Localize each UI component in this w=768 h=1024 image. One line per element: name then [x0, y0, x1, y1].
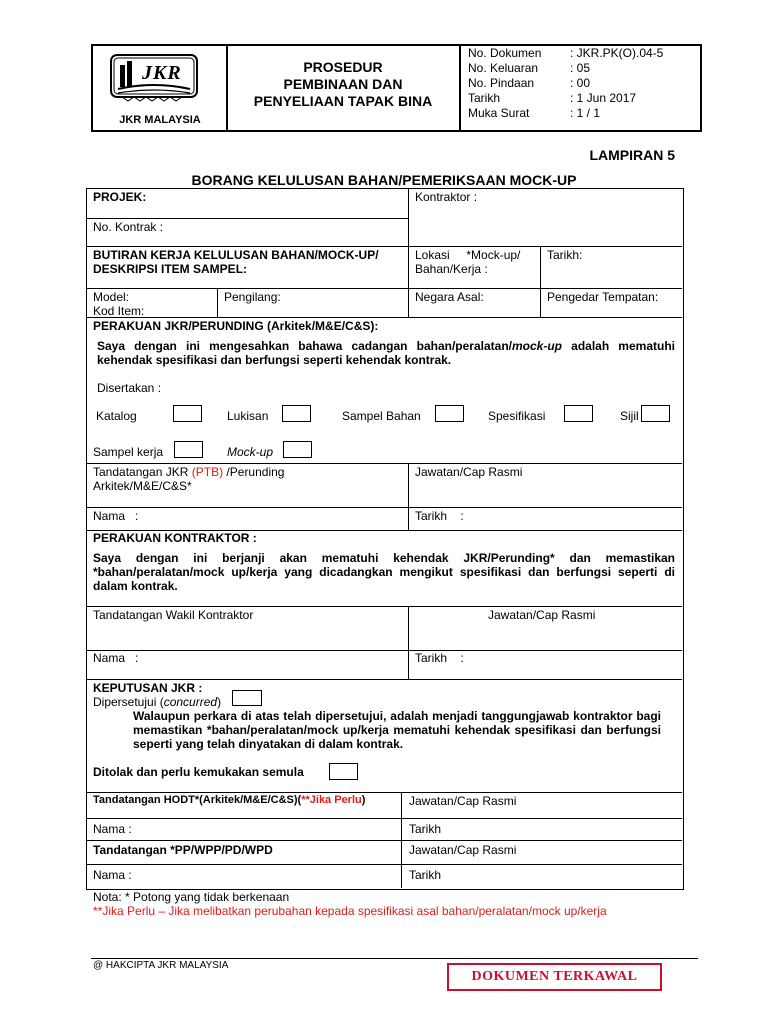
tandatangan-pp-label: Tandatangan *PP/WPP/PD/WPD [93, 843, 273, 857]
lokasi-line-1: Lokasi *Mock-up/ [415, 248, 521, 262]
doc-title-line-3: PENYELIAAN TAPAK BINA [253, 93, 433, 109]
meta-value: : 1 Jun 2017 [570, 91, 637, 105]
perunding-text: /Perunding [223, 465, 285, 479]
checkbox-katalog[interactable] [173, 405, 202, 422]
nama-label: Nama : [93, 651, 139, 665]
nota-text: Nota: * Potong yang tidak berkenaan [93, 890, 290, 904]
keputusan-heading: KEPUTUSAN JKR : [93, 681, 203, 695]
checkbox-label-spesifikasi: Spesifikasi [488, 409, 546, 423]
checkbox-label-sampel-bahan: Sampel Bahan [342, 409, 421, 423]
dipersetujui-text: Dipersetujui ( [93, 695, 164, 709]
divider [408, 246, 409, 317]
tarikh-label: Tarikh [409, 822, 442, 836]
jika-perlu-text: **Jika Perlu [301, 794, 362, 806]
checkbox-mock-up[interactable] [283, 441, 312, 458]
checkbox-spesifikasi[interactable] [564, 405, 593, 422]
butiran-line-2: DESKRIPSI ITEM SAMPEL: [93, 262, 248, 276]
nama-label: Nama : [93, 509, 139, 523]
lampiran-label: LAMPIRAN 5 [589, 147, 675, 163]
doc-title [228, 59, 458, 110]
negara-asal-label: Negara Asal: [415, 290, 484, 304]
divider [86, 864, 682, 865]
meta-value: : 00 [570, 76, 591, 90]
footer-divider [91, 958, 698, 959]
logo-text: JKR [142, 62, 182, 84]
meta-label: No. Pindaan [468, 76, 535, 90]
pengilang-label: Pengilang: [224, 290, 281, 304]
disertakan-label: Disertakan : [97, 381, 162, 395]
divider [408, 463, 409, 530]
hodt-close: ) [361, 794, 366, 806]
org-label: JKR MALAYSIA [119, 114, 201, 126]
jawatan-cap-rasmi-label: Jawatan/Cap Rasmi [415, 465, 523, 479]
statement-part: Saya dengan ini mengesahkan bahawa cadangan bahan/peralatan/ [97, 339, 512, 353]
keputusan-statement: Walaupun perkara di atas telah dipersetujui, adalah menjadi tanggungjawab kontraktor bagi memastikan *bahan/peralatan/mock up/kerja mematuhi kehendak spesifikasi dan berfungsi seperti yang telah dinyatakan di dalam kontrak. [133, 709, 661, 751]
meta-row [468, 106, 696, 121]
divider [86, 606, 682, 607]
tandatangan-jkr-line-1 [93, 465, 284, 479]
tarikh-label: Tarikh [409, 868, 442, 882]
tandatangan-jkr-label [93, 465, 284, 493]
butiran-kerja-label [93, 248, 379, 276]
meta-value: : 05 [570, 61, 591, 75]
ptb-text: (PTB) [191, 465, 224, 479]
perakuan-kontraktor-statement: Saya dengan ini berjanji akan mematuhi kehendak JKR/Perunding* dan memastikan *bahan/peralatan/mock up/kerja yang dicadangkan mengikut spesifikasi dan berfungsi seperti di dalam kontrak. [93, 551, 675, 593]
divider [540, 246, 541, 317]
meta-label: No. Dokumen [468, 46, 542, 60]
dokumen-terkawal-stamp: DOKUMEN TERKAWAL [447, 963, 662, 991]
checkbox-label-lukisan: Lukisan [227, 409, 269, 423]
divider [86, 650, 682, 651]
statement-emphasis: mock-up [511, 339, 562, 353]
meta-label: No. Keluaran [468, 61, 539, 75]
checkbox-dipersetujui[interactable] [232, 690, 262, 706]
tandatangan-jkr-text: Tandatangan JKR [93, 465, 192, 479]
tarikh-label: Tarikh : [415, 509, 464, 523]
tandatangan-wakil-label: Tandatangan Wakil Kontraktor [93, 608, 254, 622]
checkbox-label-sijil: Sijil [620, 409, 639, 423]
divider [86, 840, 682, 841]
divider [86, 288, 682, 289]
no-kontrak-label: No. Kontrak : [93, 220, 164, 234]
perakuan-jkr-statement [97, 339, 675, 367]
checkbox-sijil[interactable] [641, 405, 670, 422]
checkbox-sampel-kerja[interactable] [174, 441, 203, 458]
tandatangan-jkr-line-2: Arkitek/M&E/C&S* [93, 479, 192, 493]
checkbox-label-katalog: Katalog [96, 409, 137, 423]
concurred-text: concurred [163, 695, 218, 709]
jawatan-cap-rasmi-label: Jawatan/Cap Rasmi [409, 794, 517, 808]
form-title: BORANG KELULUSAN BAHAN/PEMERIKSAAN MOCK-UP [191, 172, 577, 188]
tarikh-label: Tarikh: [547, 248, 583, 262]
meta-row [468, 61, 696, 76]
meta-label: Muka Surat [468, 106, 530, 120]
divider [86, 679, 682, 680]
jawatan-cap-rasmi-label: Jawatan/Cap Rasmi [409, 843, 517, 857]
divider [86, 463, 682, 464]
lokasi-label [415, 248, 520, 276]
divider [86, 218, 408, 219]
dipersetujui-close: ) [217, 695, 222, 709]
jkr-logo [108, 53, 200, 105]
perakuan-kontraktor-heading: PERAKUAN KONTRAKTOR : [93, 531, 257, 545]
checkbox-sampel-bahan[interactable] [435, 405, 464, 422]
projek-label: PROJEK: [93, 190, 147, 204]
checkbox-label-mock-up: Mock-up [227, 445, 274, 459]
divider [217, 288, 218, 317]
meta-row [468, 76, 696, 91]
meta-value: : 1 / 1 [570, 106, 601, 120]
header-divider-2 [459, 44, 461, 130]
ditolak-label: Ditolak dan perlu kemukakan semula [93, 765, 304, 779]
pengedar-label: Pengedar Tempatan: [547, 290, 659, 304]
meta-row [468, 46, 696, 61]
tarikh-label: Tarikh : [415, 651, 464, 665]
meta-row [468, 91, 696, 106]
divider [86, 317, 682, 318]
divider [86, 507, 682, 508]
statement-part: adalah mematuhi kehendak spesifikasi dan berfungsi seperti kehendak kontrak. [97, 339, 675, 367]
divider [408, 188, 409, 246]
kontraktor-label: Kontraktor : [415, 190, 478, 204]
meta-label: Tarikh [468, 91, 501, 105]
hodt-text: Tandatangan HODT*(Arkitek/M&E/C&S)( [93, 794, 302, 806]
butiran-line-1: BUTIRAN KERJA KELULUSAN BAHAN/MOCK-UP/ [93, 248, 379, 262]
checkbox-ditolak[interactable] [329, 763, 358, 780]
jawatan-cap-rasmi-label: Jawatan/Cap Rasmi [488, 608, 596, 622]
divider [86, 246, 682, 247]
doc-title-line-1: PROSEDUR [303, 59, 383, 75]
nama-label: Nama : [93, 822, 132, 836]
dipersetujui-label [93, 695, 221, 709]
copyright-text: @ HAKCIPTA JKR MALAYSIA [93, 960, 229, 971]
divider [408, 606, 409, 679]
checkbox-lukisan[interactable] [282, 405, 311, 422]
doc-meta [468, 46, 696, 121]
doc-title-line-2: PEMBINAAN DAN [283, 76, 403, 92]
meta-value: : JKR.PK(O).04-5 [570, 46, 664, 60]
checkbox-label-sampel-kerja: Sampel kerja [93, 445, 164, 459]
nama-label: Nama : [93, 868, 132, 882]
kod-item-label: Kod Item: [93, 304, 145, 318]
model-label: Model: [93, 290, 130, 304]
lokasi-line-2: Bahan/Kerja : [415, 262, 488, 276]
divider [86, 818, 682, 819]
divider [86, 792, 682, 793]
hodt-label [93, 794, 365, 807]
perakuan-jkr-heading: PERAKUAN JKR/PERUNDING (Arkitek/M&E/C&S): [93, 319, 379, 333]
jika-perlu-note: **Jika Perlu – Jika melibatkan perubahan kepada spesifikasi asal bahan/peralatan/mock up/kerja [93, 904, 607, 918]
